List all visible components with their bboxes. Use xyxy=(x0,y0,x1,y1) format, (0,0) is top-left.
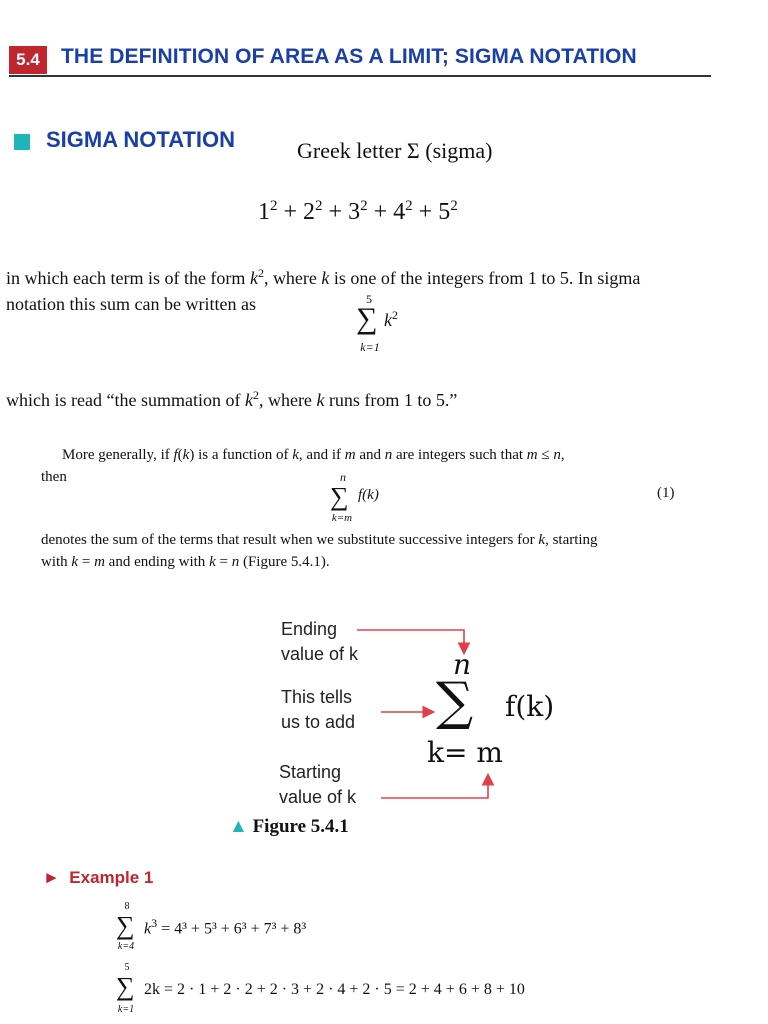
greek-letter-note: Greek letter Σ (sigma) xyxy=(297,138,493,163)
section-number-badge: 5.4 xyxy=(9,46,47,74)
paragraph-read-as: which is read “the summation of $k^2$, where k runs from 1 to 5.” xyxy=(6,388,458,410)
equation-number: (1) xyxy=(657,485,675,501)
figure-sigma-symbol: ∑ xyxy=(436,672,474,732)
sum-of-squares-expression: $1^2 + 2^2 + 3^2 + 4^2 + 5^2$ xyxy=(258,198,458,225)
example-heading: ► Example 1 xyxy=(43,868,154,887)
arrow-ending xyxy=(357,630,464,652)
figure-label-tells: This tells us to add xyxy=(281,687,356,732)
paragraph-term-form: in which each term is of the form $k^2$, where k is one of the integers from 1 to 5. In sigma notation this sum can be written as xyxy=(6,266,641,314)
pointer-triangle-icon: ► xyxy=(43,868,60,887)
paragraph-starting-ending: with k = m and ending with k = n (Figure 5.4.1). xyxy=(41,554,330,570)
paragraph-denotes: denotes the sum of the terms that result when we substitute successive integers for k, starting xyxy=(41,532,598,548)
figure-caption: ▲ Figure 5.4.1 xyxy=(229,816,349,837)
arrow-starting xyxy=(381,776,488,798)
subsection-heading: SIGMA NOTATION xyxy=(46,127,236,152)
text-then: then xyxy=(41,469,67,485)
triangle-icon: ▲ xyxy=(229,816,248,837)
figure-label-starting: Starting value of k xyxy=(279,762,357,807)
figure-term: f(k) xyxy=(505,690,555,723)
section-title: THE DEFINITION OF AREA AS A LIMIT; SIGMA NOTATION xyxy=(61,45,637,68)
figure-label-ending: Ending value of k xyxy=(281,619,359,664)
paragraph-more-generally: More generally, if f(k) is a function of k, and if m and n are integers such that m ≤ n, xyxy=(62,447,565,463)
figure-upper-limit: n xyxy=(453,648,472,681)
figure-lower-limit: k= m xyxy=(427,736,503,769)
